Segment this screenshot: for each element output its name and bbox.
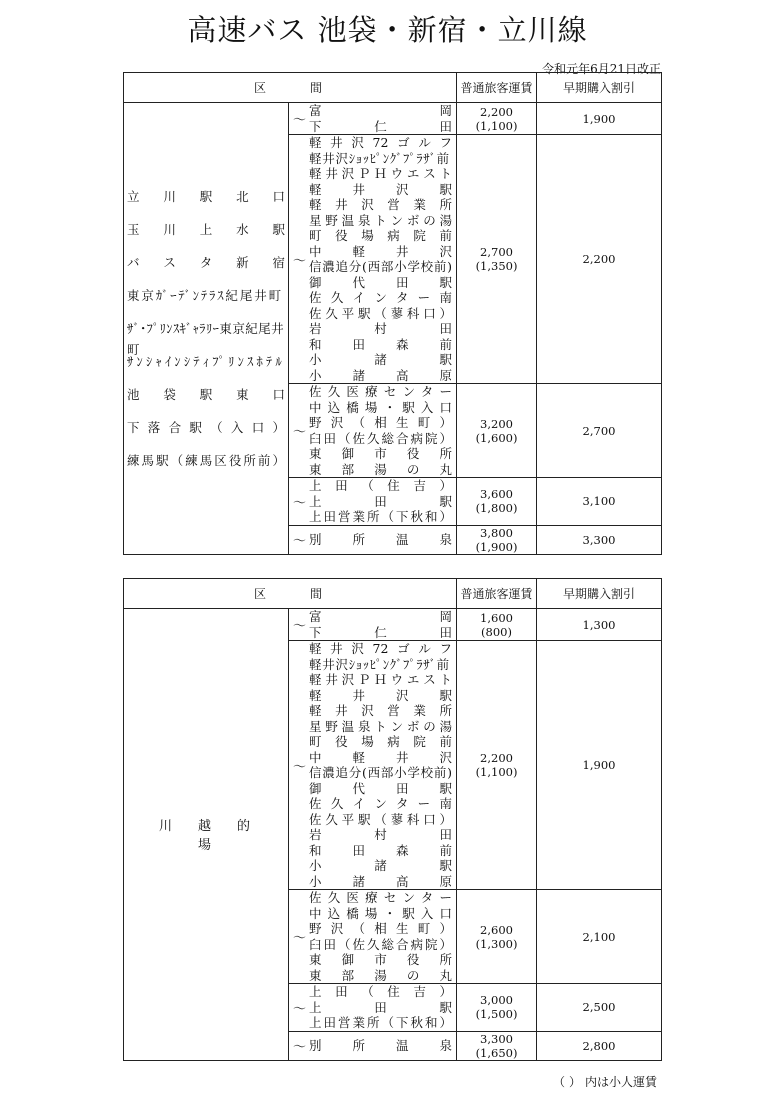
range-tilde: ～ bbox=[293, 495, 307, 511]
adult-fare: 3,200 bbox=[480, 416, 513, 431]
fare-row bbox=[124, 609, 662, 641]
adult-fare: 3,800 bbox=[480, 525, 513, 540]
adult-fare: 3,000 bbox=[480, 993, 513, 1008]
destination-stops bbox=[289, 609, 457, 641]
range-tilde: ～ bbox=[293, 931, 307, 946]
destination-stop: 御代田駅 bbox=[309, 274, 453, 290]
adult-fare: 1,600 bbox=[480, 610, 513, 625]
child-fare: (1,300) bbox=[475, 936, 518, 951]
stop-list bbox=[309, 641, 452, 889]
child-fare: (1,600) bbox=[475, 430, 518, 445]
early-discount-fare: 3,100 bbox=[537, 478, 662, 526]
origin-stop: 池袋駅東口 bbox=[127, 386, 285, 402]
range-tilde: ～ bbox=[293, 113, 307, 128]
child-fare: (1,500) bbox=[475, 1007, 518, 1022]
origin-stop: 下落合駅（入口） bbox=[127, 419, 285, 435]
destination-group bbox=[293, 641, 452, 889]
destination-stop: 佐久医療センター bbox=[309, 890, 453, 905]
destination-stops bbox=[289, 890, 457, 984]
destination-stop: 富岡 bbox=[309, 609, 453, 624]
header-regular-fare: 普通旅客運賃 bbox=[457, 73, 537, 103]
destination-stop: 信濃追分(西部小学校前) bbox=[309, 259, 453, 274]
child-fare-note bbox=[553, 1073, 657, 1090]
range-tilde: ～ bbox=[293, 1001, 307, 1017]
destination-stop: 下仁田 bbox=[309, 624, 453, 640]
regular-fare-cell bbox=[457, 478, 537, 526]
destination-stops bbox=[289, 478, 457, 526]
destination-stop: 臼田（佐久総合病院） bbox=[309, 936, 453, 952]
destination-stop: 東部湯の丸 bbox=[309, 461, 453, 477]
stop-list bbox=[309, 103, 452, 134]
destination-stop: 和田森前 bbox=[309, 842, 453, 858]
destination-stops bbox=[289, 103, 457, 135]
stop-list bbox=[309, 890, 452, 983]
destination-group bbox=[293, 609, 452, 640]
destination-group bbox=[293, 890, 452, 983]
child-fare: (1,650) bbox=[475, 1045, 518, 1060]
destination-stop: 中軽井沢 bbox=[309, 243, 453, 259]
destination-stop: 上田営業所（下秋和） bbox=[309, 1015, 453, 1030]
destination-stop: 町役場病院前 bbox=[309, 228, 453, 243]
destination-stop: 信濃追分(西部小学校前) bbox=[309, 765, 453, 780]
early-discount-fare: 2,200 bbox=[537, 135, 662, 384]
destination-stop: 小諸駅 bbox=[309, 858, 453, 873]
destination-stop: 和田森前 bbox=[309, 336, 453, 352]
destination-stops bbox=[289, 641, 457, 890]
destination-stop: 佐久平駅（蓼科口） bbox=[309, 305, 453, 321]
note-text: 内は小人運賃 bbox=[584, 1075, 657, 1089]
destination-stop: 上田（住吉） bbox=[309, 478, 453, 493]
child-fare: (1,100) bbox=[475, 118, 518, 133]
origin-stop: ｻﾞ･ﾌﾟﾘﾝｽｷﾞｬﾗﾘｰ東京紀尾井町 bbox=[127, 320, 285, 357]
early-discount-fare: 1,300 bbox=[537, 609, 662, 641]
range-tilde: ～ bbox=[293, 1040, 307, 1055]
origin-stop: ｻﾝｼｬｲﾝｼﾃｨﾌﾟﾘﾝｽﾎﾃﾙ bbox=[127, 353, 285, 369]
adult-fare: 3,300 bbox=[480, 1031, 513, 1046]
early-discount-fare: 2,100 bbox=[537, 890, 662, 984]
adult-fare: 3,600 bbox=[480, 487, 513, 502]
child-fare: (1,350) bbox=[475, 259, 518, 273]
destination-stop: 中込橋場・駅入口 bbox=[309, 399, 453, 415]
stop-list bbox=[309, 135, 452, 383]
header-section: 区間 bbox=[124, 73, 457, 103]
regular-fare-cell bbox=[457, 641, 537, 890]
regular-fare-cell bbox=[457, 984, 537, 1032]
destination-group bbox=[293, 103, 452, 134]
destination-group bbox=[293, 478, 452, 525]
destination-group bbox=[293, 530, 452, 549]
range-tilde: ～ bbox=[293, 534, 307, 549]
destination-stop: 軽井沢営業所 bbox=[309, 197, 453, 212]
destination-stops bbox=[289, 384, 457, 478]
regular-fare-cell bbox=[457, 890, 537, 984]
adult-fare: 2,700 bbox=[480, 245, 513, 259]
child-fare: (800) bbox=[481, 624, 512, 639]
origin-stop: 立川駅北口 bbox=[127, 188, 285, 204]
child-fare: (1,100) bbox=[475, 765, 518, 779]
stop-list bbox=[309, 384, 452, 477]
destination-stop: 野沢（相生町） bbox=[309, 921, 453, 936]
destination-stop: 岩村田 bbox=[309, 827, 453, 842]
header-early-discount: 早期購入割引 bbox=[537, 579, 662, 609]
destination-stop: 上田営業所（下秋和） bbox=[309, 509, 453, 524]
destination-stops bbox=[289, 984, 457, 1032]
adult-fare: 2,200 bbox=[480, 751, 513, 765]
early-discount-fare: 1,900 bbox=[537, 641, 662, 890]
regular-fare-cell bbox=[457, 1031, 537, 1060]
table-header-row bbox=[124, 579, 662, 609]
child-fare: (1,800) bbox=[475, 501, 518, 516]
range-tilde: ～ bbox=[293, 253, 307, 269]
destination-stop: 上田駅 bbox=[309, 493, 453, 509]
destination-group bbox=[293, 135, 452, 383]
destination-stop: 軽井沢駅 bbox=[309, 181, 453, 197]
destination-stop: 佐久インター南 bbox=[309, 796, 453, 811]
early-discount-fare: 2,700 bbox=[537, 384, 662, 478]
fare-row bbox=[124, 103, 662, 135]
destination-stop: 御代田駅 bbox=[309, 780, 453, 796]
header-regular-fare: 普通旅客運賃 bbox=[457, 579, 537, 609]
destination-group bbox=[293, 1036, 452, 1055]
destination-stop: 軽井沢72ゴルフ bbox=[309, 135, 453, 150]
fare-table-kawagoe bbox=[123, 578, 662, 1061]
destination-stop: 軽井沢ＰＨウエスト bbox=[309, 166, 453, 181]
stop-list bbox=[309, 984, 452, 1031]
origin-stop: 玉川上水駅 bbox=[127, 221, 285, 237]
regular-fare-cell bbox=[457, 384, 537, 478]
destination-stop: 軽井沢ｼｮｯﾋﾟﾝｸﾞﾌﾟﾗｻﾞ前 bbox=[309, 150, 450, 166]
origin-stops bbox=[124, 609, 289, 1061]
regular-fare-cell bbox=[457, 609, 537, 641]
destination-stop: 別所温泉 bbox=[309, 531, 453, 547]
destination-stop: 東御市役所 bbox=[309, 952, 453, 967]
destination-stop: 東御市役所 bbox=[309, 446, 453, 461]
destination-stop: 小諸高原 bbox=[309, 873, 453, 889]
destination-stop: 小諸高原 bbox=[309, 367, 453, 383]
range-tilde: ～ bbox=[293, 425, 307, 440]
origin-stop: 東京ｶﾞｰﾃﾞﾝﾃﾗｽ紀尾井町 bbox=[127, 287, 284, 303]
origin-stop: 川越的場 bbox=[158, 819, 276, 854]
destination-stop: 臼田（佐久総合病院） bbox=[309, 430, 453, 446]
destination-stop: 星野温泉トンボの湯 bbox=[309, 718, 453, 734]
destination-stop: 軽井沢ＰＨウエスト bbox=[309, 672, 453, 687]
destination-stops bbox=[289, 525, 457, 554]
destination-stop: 東部湯の丸 bbox=[309, 967, 453, 983]
destination-stop: 佐久平駅（蓼科口） bbox=[309, 811, 453, 827]
destination-stop: 軽井沢駅 bbox=[309, 687, 453, 703]
destination-group bbox=[293, 984, 452, 1031]
destination-stop: 下仁田 bbox=[309, 118, 453, 134]
early-discount-fare: 2,500 bbox=[537, 984, 662, 1032]
destination-stop: 中込橋場・駅入口 bbox=[309, 905, 453, 921]
destination-stops bbox=[289, 135, 457, 384]
destination-stop: 佐久医療センター bbox=[309, 384, 453, 399]
origin-stop: バスタ新宿 bbox=[127, 254, 285, 270]
destination-stop: 岩村田 bbox=[309, 321, 453, 336]
destination-stop: 野沢（相生町） bbox=[309, 415, 453, 430]
destination-stops bbox=[289, 1031, 457, 1060]
stop-list bbox=[309, 478, 452, 525]
destination-stop: 上田駅 bbox=[309, 999, 453, 1015]
header-section: 区間 bbox=[124, 579, 457, 609]
destination-stop: 町役場病院前 bbox=[309, 734, 453, 749]
fare-table-tachikawa bbox=[123, 72, 662, 555]
destination-stop: 小諸駅 bbox=[309, 352, 453, 367]
destination-stop: 軽井沢ｼｮｯﾋﾟﾝｸﾞﾌﾟﾗｻﾞ前 bbox=[309, 656, 450, 672]
origin-stop: 練馬駅（練馬区役所前） bbox=[127, 452, 285, 468]
destination-group bbox=[293, 384, 452, 477]
fare-rows bbox=[124, 103, 662, 555]
range-tilde: ～ bbox=[293, 759, 307, 775]
early-discount-fare: 3,300 bbox=[537, 525, 662, 554]
regular-fare-cell bbox=[457, 135, 537, 384]
early-discount-fare: 1,900 bbox=[537, 103, 662, 135]
stop-list bbox=[309, 532, 452, 548]
destination-stop: 富岡 bbox=[309, 103, 453, 118]
adult-fare: 2,600 bbox=[480, 922, 513, 937]
table-header-row bbox=[124, 73, 662, 103]
destination-stop: 軽井沢72ゴルフ bbox=[309, 641, 453, 656]
stop-list bbox=[309, 609, 452, 640]
child-fare: (1,900) bbox=[475, 539, 518, 554]
early-discount-fare: 2,800 bbox=[537, 1031, 662, 1060]
origin-stops bbox=[124, 103, 289, 555]
page-title: 高速バス 池袋・新宿・立川線 bbox=[187, 13, 588, 47]
destination-stop: 軽井沢営業所 bbox=[309, 703, 453, 718]
fare-rows bbox=[124, 609, 662, 1061]
note-parentheses: （） bbox=[552, 1075, 585, 1089]
destination-stop: 中軽井沢 bbox=[309, 749, 453, 765]
revision-date: 令和元年6月21日改正 bbox=[542, 62, 661, 76]
range-tilde: ～ bbox=[293, 619, 307, 634]
destination-stop: 上田（住吉） bbox=[309, 984, 453, 999]
header-early-discount: 早期購入割引 bbox=[537, 73, 662, 103]
destination-stop: 佐久インター南 bbox=[309, 290, 453, 305]
destination-stop: 星野温泉トンボの湯 bbox=[309, 212, 453, 228]
adult-fare: 2,200 bbox=[480, 104, 513, 119]
destination-stop: 別所温泉 bbox=[309, 1037, 453, 1053]
regular-fare-cell bbox=[457, 103, 537, 135]
regular-fare-cell bbox=[457, 525, 537, 554]
stop-list bbox=[309, 1038, 452, 1054]
